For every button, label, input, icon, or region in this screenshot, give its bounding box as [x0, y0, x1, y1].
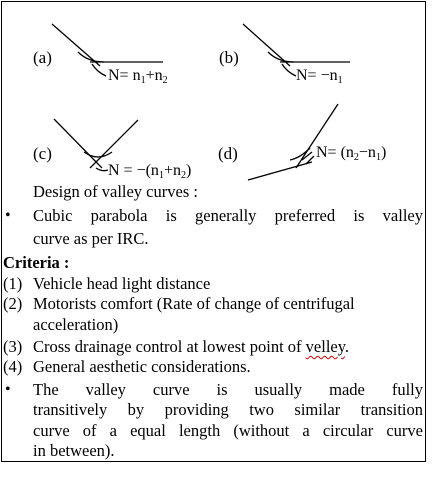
equation-b: $N= -n_1$ [296, 67, 343, 86]
diagram-label-b: (b) [219, 48, 239, 67]
section-heading: Design of valley curves : [33, 182, 198, 201]
criteria-4-text: General aesthetic considerations. [33, 357, 251, 376]
criteria-3-number: (3) [3, 337, 23, 356]
equation-a: $N= n_1+n_2$ [108, 67, 168, 86]
criteria-title: Criteria : [3, 253, 70, 272]
bullet-2-symbol: • [5, 381, 11, 398]
diagram-label-c: (c) [33, 144, 52, 163]
bullet-2-line-4: in between). [33, 441, 115, 460]
bullet-2-line-3: curve of a equal length (without a circular curve [33, 421, 423, 440]
criteria-4-number: (4) [3, 357, 23, 376]
criteria-2-text-line-1: Motorists comfort (Rate of change of centrifugal [33, 294, 355, 313]
criteria-1-number: (1) [3, 274, 23, 293]
spelling-flag: velley [305, 337, 345, 356]
bullet-1-symbol: • [5, 207, 11, 224]
diagram-label-a: (a) [33, 48, 52, 67]
diagram-label-d: (d) [218, 144, 238, 163]
criteria-1-text: Vehicle head light distance [33, 274, 211, 293]
equation-d: $N= (n_2-n_1)$ [316, 144, 387, 163]
bullet-1-line-1: Cubic parabola is generally preferred is valley [33, 206, 423, 225]
criteria-2-text-line-2: acceleration) [33, 315, 119, 334]
bullet-2-line-2: transitively by providing two similar transition [33, 400, 423, 419]
equation-c: $N = -(n_1+n_2)$ [108, 162, 192, 181]
bullet-2-line-1: The valley curve is usually made fully [33, 380, 423, 399]
bullet-1-line-2: curve as per IRC. [33, 229, 149, 248]
criteria-3-text: Cross drainage control at lowest point of velley. [33, 337, 350, 356]
diagram-d [248, 104, 338, 180]
criteria-2-number: (2) [3, 294, 23, 313]
